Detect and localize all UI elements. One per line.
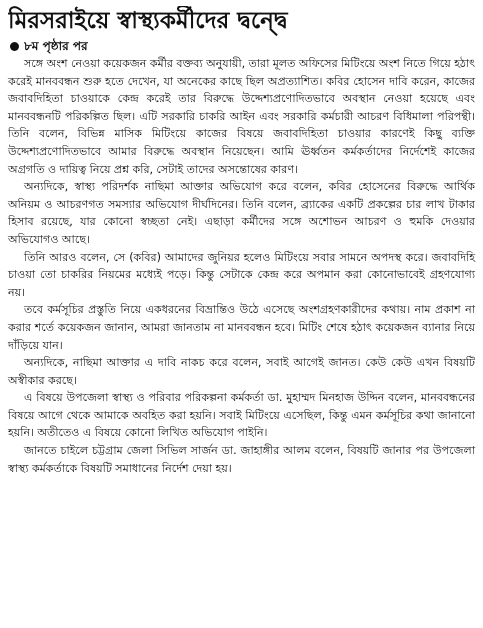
paragraph: এ বিষয়ে উপজেলা স্বাস্থ্য ও পরিবার পরিকল্পনা কর্মকর্তা ডা. মুহাম্মদ মিনহাজ উদ্দিন বলেন, মানববন্ধনের বিষয়ে আগে থেকে আমাকে অবহিত করা হয়নি। সবাই মিটিংয়ে এসেছিল, কিন্তু এমন কর্মসূচির কথা জানানো হয়নি। অতীতেও এ বিষয়ে কোনো লিখিত অভিযোগ পাইনি।	[8, 391, 475, 440]
paragraph: অন্যদিকে, স্বাস্থ্য পরিদর্শক নাছিমা আক্তার অভিযোগ করে বলেন, কবির হোসেনের বিরুদ্ধে আর্থিক অনিয়ম ও আচরণগত সমস্যার অভিযোগ দীর্ঘদিনের। তিনি বলেন, ব্র্যাকের একটি প্রকল্পের চার লাখ টাকার হিসাব রয়েছে, যার কোনো স্বচ্ছতা নেই। এছাড়া কর্মীদের সঙ্গে অশোভন আচরণ ও হুমকি দেওয়ার অভিযোগও আছে।	[8, 180, 475, 246]
bullet-icon	[10, 42, 19, 51]
article-body	[8, 55, 475, 477]
continued-from-label	[10, 38, 475, 54]
paragraph: সঙ্গে অংশ নেওয়া কয়েকজন কর্মীর বক্তব্য অনুযায়ী, তারা মূলত অফিসের মিটিংয়ে অংশ নিতে গিয়ে হঠাৎ করেই মানববন্ধন শুরু হতে দেখেন, যা অনেকের কাছে ছিল অপ্রত্যাশিত। কবির হোসেন দাবি করেন, কাজের জবাবদিহিতা চাওয়াকে কেন্দ্র করেই তার বিরুদ্ধে উদ্দেশ্যপ্রণোদিতভাবে অবস্থান নেওয়া হয়েছে এবং মানববন্ধনটি পরিকল্পিত ছিল। এটি সরকারি চাকরি আইন এবং সরকারি কর্মচারী আচরণ বিধিমালা পরিপন্থী। তিনি বলেন, বিভিন্ন মাসিক মিটিংয়ে কাজের বিষয়ে জবাবদিহিতা চাওয়ার কারণেই কিছু ব্যক্তি উদ্দেশ্যপ্রণোদিতভাবে আমার বিরুদ্ধে অবস্থান নিয়েছেন। আমি ঊর্ধ্বতন কর্মকর্তাদের নির্দেশেই কাজের অগ্রগতি ও দায়িত্ব নিয়ে প্রশ্ন করি, সেটাই তাদের অসন্তোষের কারণ।	[8, 57, 475, 176]
headline: মিরসরাইয়ে স্বাস্থ্যকর্মীদের দ্বন্দ্বে	[8, 8, 288, 34]
paragraph: অন্যদিকে, নাছিমা আক্তার এ দাবি নাকচ করে বলেন, সবাই আগেই জানত। কেউ কেউ এখন বিষয়টি অস্বীকার করছে।	[8, 356, 475, 387]
paragraph: তিনি আরও বলেন, সে (কবির) আমাদের জুনিয়র হলেও মিটিংয়ে সবার সামনে অপদস্থ করে। জবাবদিহি চাওয়া তো চাকরির নিয়মের মধ্যেই পড়ে। কিন্তু সেটাকে কেন্দ্র করে অপমান করা কোনোভাবেই গ্রহণযোগ্য নয়।	[8, 250, 475, 299]
continued-from-text: ৮ম পৃষ্ঠার পর	[24, 39, 88, 53]
paragraph: জানতে চাইলে চট্টগ্রাম জেলা সিভিল সার্জন ডা. জাহাঙ্গীর আলম বলেন, বিষয়টি জানার পর উপজেলা স্বাস্থ্য কর্মকর্তাকে বিষয়টি সমাধানের নির্দেশ দেয়া হয়।	[8, 444, 475, 475]
paragraph: তবে কর্মসূচির প্রস্তুতি নিয়ে একধরনের বিভ্রান্তিও উঠে এসেছে অংশগ্রহণকারীদের কথায়। নাম প্রকাশ না করার শর্তে কয়েকজন জানান, আমরা জানতাম না মানববন্ধন হবে। মিটিং শেষে হঠাৎ কয়েকজন ব্যানার নিয়ে দাঁড়িয়ে যান।	[8, 303, 475, 352]
